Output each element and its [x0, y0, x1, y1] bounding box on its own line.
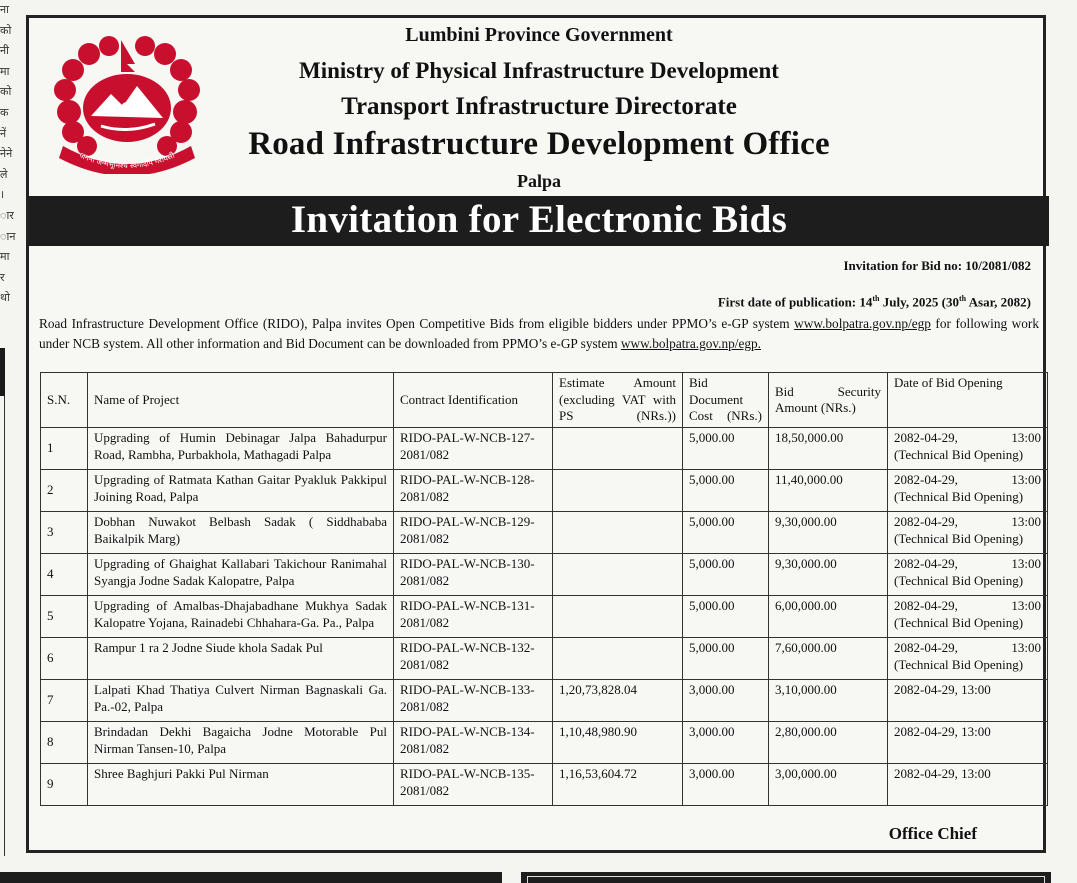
opening-time: 13:00	[1011, 598, 1041, 613]
col-header-name: Name of Project	[88, 373, 394, 428]
cell-project-name: Brindadan Dekhi Bagaicha Jodne Motorable Pul Nirman Tansen-10, Palpa	[88, 722, 394, 764]
opening-date: 2082-04-29,	[894, 514, 958, 529]
cell-sn: 2	[41, 470, 88, 512]
col-header-doc-cost: Bid Document Cost (NRs.)	[683, 373, 769, 428]
cell-estimate	[553, 470, 683, 512]
cell-estimate	[553, 554, 683, 596]
cell-doc-cost: 5,000.00	[683, 470, 769, 512]
cell-opening-date: 2082-04-29, 13:00	[888, 722, 1048, 764]
cell-project-name: Upgrading of Ghaighat Kallabari Takichour Ranimahal Syangja Jodne Sadak Kalopatre, Palpa	[88, 554, 394, 596]
adjacent-column-line: र	[0, 270, 5, 284]
bids-table	[40, 372, 1048, 806]
cell-contract-id: RIDO-PAL-W-NCB-129-2081/082	[394, 512, 553, 554]
cell-sn: 3	[41, 512, 88, 554]
cell-sn: 1	[41, 428, 88, 470]
emblem-motto: जननी जन्मभूमिश्च स्वर्गादपि गरीयसी	[78, 150, 176, 171]
next-notice-bar-left	[0, 872, 502, 883]
header-ministry: Ministry of Physical Infrastructure Development	[299, 58, 779, 83]
cell-contract-id: RIDO-PAL-W-NCB-133-2081/082	[394, 680, 553, 722]
cell-project-name: Rampur 1 ra 2 Jodne Siude khola Sadak Pul	[88, 638, 394, 680]
col-header-opening: Date of Bid Opening	[888, 373, 1048, 428]
cell-contract-id: RIDO-PAL-W-NCB-132-2081/082	[394, 638, 553, 680]
opening-date: 2082-04-29,	[894, 556, 958, 571]
bid-notice	[26, 15, 1046, 853]
adjacent-column-line: ार	[0, 208, 14, 222]
cell-doc-cost: 3,000.00	[683, 680, 769, 722]
table-row	[41, 638, 1048, 680]
opening-time: 13:00	[1011, 640, 1041, 655]
opening-note: (Technical Bid Opening)	[894, 488, 1024, 504]
cell-project-name: Lalpati Khad Thatiya Culvert Nirman Bagnaskali Ga. Pa.-02, Palpa	[88, 680, 394, 722]
opening-time: 13:00	[1011, 430, 1041, 445]
adjacent-column-line: थो	[0, 291, 10, 305]
title-banner	[29, 196, 1049, 246]
adjacent-column-line: ।	[0, 188, 5, 202]
adjacent-column-rule	[4, 396, 5, 856]
col-header-contract: Contract Identification	[394, 373, 553, 428]
cell-project-name: Shree Baghjuri Pakki Pul Nirman	[88, 764, 394, 806]
cell-security: 2,80,000.00	[769, 722, 888, 764]
adjacent-column-text	[0, 0, 18, 330]
header-office: Road Infrastructure Development Office	[248, 126, 830, 162]
table-row	[41, 512, 1048, 554]
cell-estimate	[553, 596, 683, 638]
intro-paragraph: Road Infrastructure Development Office (RIDO), Palpa invites Open Competitive Bids from eligible bidders under PPMO’s e-GP system www.bolpatra.gov.np/egp for following work under NCB system. All other information and Bid Document can be downloaded from PPMO’s e-GP system www.bolpatra.gov.np/egp.	[39, 316, 1039, 351]
cell-security: 9,30,000.00	[769, 554, 888, 596]
opening-date: 2082-04-29,	[894, 472, 958, 487]
table-row	[41, 764, 1048, 806]
table-row	[41, 554, 1048, 596]
opening-note: (Technical Bid Opening)	[894, 656, 1024, 672]
adjacent-column-line: नेने	[0, 147, 13, 161]
cell-opening-date: 2082-04-29, 13:00	[888, 680, 1048, 722]
cell-opening-date	[888, 512, 1048, 554]
cell-security: 18,50,000.00	[769, 428, 888, 470]
cell-doc-cost: 5,000.00	[683, 554, 769, 596]
header-directorate: Transport Infrastructure Directorate	[341, 93, 737, 120]
cell-doc-cost: 3,000.00	[683, 764, 769, 806]
adjacent-column-line: क	[0, 105, 9, 119]
header-province: Lumbini Province Government	[405, 24, 673, 46]
publication-date: First date of publication: 14th July, 2025 (30th Asar, 2082)	[717, 294, 1031, 310]
opening-note: (Technical Bid Opening)	[894, 572, 1024, 588]
notice-title: Invitation for Electronic Bids	[290, 198, 788, 241]
table-row	[41, 722, 1048, 764]
cell-doc-cost: 5,000.00	[683, 638, 769, 680]
cell-doc-cost: 5,000.00	[683, 512, 769, 554]
adjacent-column-line: को	[0, 23, 12, 37]
cell-project-name: Upgrading of Amalbas-Dhajabadhane Mukhya Sadak Kalopatre Yojana, Rainadebi Chhahara-Ga. Pa., Palpa	[88, 596, 394, 638]
opening-date: 2082-04-29,	[894, 598, 958, 613]
cell-security: 3,10,000.00	[769, 680, 888, 722]
cell-security: 9,30,000.00	[769, 512, 888, 554]
cell-estimate	[553, 428, 683, 470]
table-row	[41, 470, 1048, 512]
table-row	[41, 428, 1048, 470]
cell-sn: 4	[41, 554, 88, 596]
adjacent-column-line: मा	[0, 64, 10, 78]
cell-doc-cost: 3,000.00	[683, 722, 769, 764]
cell-opening-date	[888, 596, 1048, 638]
cell-contract-id: RIDO-PAL-W-NCB-131-2081/082	[394, 596, 553, 638]
cell-opening-date	[888, 470, 1048, 512]
col-header-security: Bid Security Amount (NRs.)	[769, 373, 888, 428]
opening-note: (Technical Bid Opening)	[894, 446, 1024, 462]
cell-sn: 6	[41, 638, 88, 680]
cell-contract-id: RIDO-PAL-W-NCB-135-2081/082	[394, 764, 553, 806]
egp-link-2[interactable]: www.bolpatra.gov.np/egp.	[620, 336, 761, 351]
cell-security: 7,60,000.00	[769, 638, 888, 680]
header-location: Palpa	[516, 171, 561, 191]
cell-contract-id: RIDO-PAL-W-NCB-130-2081/082	[394, 554, 553, 596]
cell-project-name: Upgrading of Ratmata Kathan Gaitar Pyakluk Pakkipul Joining Road, Palpa	[88, 470, 394, 512]
cell-contract-id: RIDO-PAL-W-NCB-134-2081/082	[394, 722, 553, 764]
opening-time: 13:00	[1011, 472, 1041, 487]
cell-security: 3,00,000.00	[769, 764, 888, 806]
cell-security: 6,00,000.00	[769, 596, 888, 638]
opening-date: 2082-04-29,	[894, 640, 958, 655]
bid-number: Invitation for Bid no: 10/2081/082	[843, 258, 1031, 273]
cell-sn: 7	[41, 680, 88, 722]
cell-sn: 5	[41, 596, 88, 638]
cell-security: 11,40,000.00	[769, 470, 888, 512]
adjacent-column-line: नें	[0, 126, 7, 140]
opening-time: 13:00	[1011, 556, 1041, 571]
opening-date: 2082-04-29,	[894, 430, 958, 445]
col-header-estimate: Estimate Amount (excluding VAT with PS (NRs.))	[553, 373, 683, 428]
cell-opening-date	[888, 428, 1048, 470]
next-notice-frame	[527, 876, 1045, 883]
cell-opening-date	[888, 554, 1048, 596]
table-row	[41, 680, 1048, 722]
adjacent-column-line: मा	[0, 250, 10, 264]
adjacent-column-line: नी	[0, 44, 9, 58]
cell-contract-id: RIDO-PAL-W-NCB-127-2081/082	[394, 428, 553, 470]
cell-doc-cost: 5,000.00	[683, 596, 769, 638]
adjacent-column-line: ना	[0, 3, 9, 16]
adjacent-column-bar	[0, 348, 5, 396]
cell-opening-date: 2082-04-29, 13:00	[888, 764, 1048, 806]
opening-note: (Technical Bid Opening)	[894, 614, 1024, 630]
cell-estimate: 1,20,73,828.04	[553, 680, 683, 722]
cell-contract-id: RIDO-PAL-W-NCB-128-2081/082	[394, 470, 553, 512]
cell-project-name: Upgrading of Humin Debinagar Jalpa Bahadurpur Road, Rambha, Purbakhola, Mathagadi Palpa	[88, 428, 394, 470]
cell-opening-date	[888, 638, 1048, 680]
opening-note: (Technical Bid Opening)	[894, 530, 1024, 546]
opening-time: 13:00	[1011, 514, 1041, 529]
adjacent-column-line: को	[0, 85, 12, 99]
cell-estimate: 1,10,48,980.90	[553, 722, 683, 764]
cell-estimate	[553, 638, 683, 680]
cell-sn: 9	[41, 764, 88, 806]
cell-estimate: 1,16,53,604.72	[553, 764, 683, 806]
adjacent-column-line: ान	[0, 229, 16, 243]
signature-office-chief: Office Chief	[888, 824, 977, 843]
adjacent-column-line: ले	[0, 167, 8, 181]
table-row	[41, 596, 1048, 638]
cell-estimate	[553, 512, 683, 554]
cell-project-name: Dobhan Nuwakot Belbash Sadak ( Siddhababa Baikalpik Marg)	[88, 512, 394, 554]
table-header-row	[41, 373, 1048, 428]
col-header-sn: S.N.	[41, 373, 88, 428]
cell-doc-cost: 5,000.00	[683, 428, 769, 470]
egp-link[interactable]: www.bolpatra.gov.np/egp	[794, 316, 931, 331]
cell-sn: 8	[41, 722, 88, 764]
